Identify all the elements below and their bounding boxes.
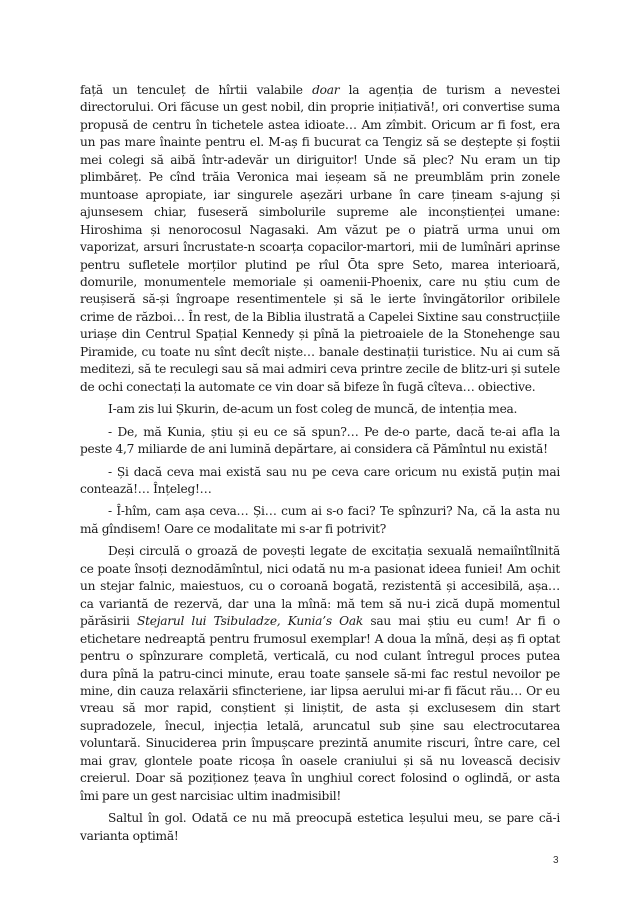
text-run: Deși circulă o groază de povești legate de excitația sexuală nemaiîntîlnită ce poate însoți deznodămîntul, nici odată nu m-a pasionat ideea funiei! Am ochit un stejar falnic, maiestuos, cu o coroană bogată, rezistentă și accesibilă, așa… ca variantă de rezervă, dar una la mînă: mă tem să nu-i zică după momentul părăsirii bbox=[80, 544, 560, 629]
text-run: I-am zis lui Șkurin, de-acum un fost coleg de muncă, de intenția mea. bbox=[108, 402, 518, 417]
text-run: - Și dacă ceva mai există sau nu pe ceva care oricum nu există puțin mai contează!… Înțeleg!… bbox=[80, 464, 560, 496]
paragraph bbox=[80, 82, 560, 396]
body-text bbox=[80, 82, 560, 850]
paragraph bbox=[80, 543, 560, 805]
text-run: sau mai știu eu cum! Ar fi o etichetare nedreaptă pentru frumosul exemplar! A doua la mînă, deși aș fi optat pentru o spînzurare completă, verticală, cu nod culant întregul proces putea dura pînă la patru-cinci minute, erau toate șansele să-mi fac restul nevoilor pe mine, din cauza relaxării sfincteriene, iar lipsa aerului mi-ar fi făcut rău… Or eu vreau să mor rapid, conștient și liniștit, de asta și exclusesem din start supradozele, înecul, injecția letală, aruncatul sub șine sau electrocutarea voluntară. Sinuciderea prin împușcare prezintă anumite riscuri, între care, cel mai grav, glontele poate ricoșa în oasele craniului și să nu lovească decisiv creierul. Doar să poziționez țeava în unghiul corect folosind o oglindă, or asta îmi pare un gest narcisiac ultim inadmisibil! bbox=[80, 614, 560, 803]
text-run: la agenția de turism a nevestei directorului. Ori făcuse un gest nobil, din proprie inițiativă!, ori convertise suma propusă de centru în tichetele astea idioate… Am zîmbit. Oricum ar fi fost, era un pas mare înainte pentru el. M-aș fi bucurat ca Tengiz să se deștepte și foștii mei colegi să aibă într-adevăr un diriguitor! Unde să plec? Nu eram un tip plimbăreț. Pe cînd trăia Veronica mai ieșeam să ne preumblăm prin zonele muntoase apropiate, iar singurele așezări urbane în care țineam s-ajung și ajunsesem chiar, fuseseră simbolurile supreme ale inconștienței umane: Hiroshima și nenorocosul Nagasaki. Am văzut pe o piatră urma unui om vaporizat, arsuri încrustate-n scoarța copacilor-martori, mii de lumînări aprinse pentru sufletele morților plutind pe rîul Ōta spre Seto, marea interioară, domurile, monumentele memoriale și oamenii-Phoenix, care nu știu cum de reușiseră să-și îngroape resentimentele și să le ierte învingătorilor oribilele crime de război… În rest, de la Biblia ilustrată a Capelei Sixtine sau construcțiile uriașe din Centrul Spațial Kennedy și pînă la pietroaiele de la Stonehenge sau Piramide, cu toate nu sînt decît niște… banale destinații turistice. Nu ai cum să meditezi, să te reculegi sau să mai admiri ceva printre zecile de blitz-uri și sutele de ochi conectați la automate ce vin doar să bifeze în fugă cîteva… obiective. bbox=[80, 83, 561, 394]
paragraph bbox=[80, 424, 560, 459]
text-run: - Î-hîm, cam așa ceva… Și… cum ai s-o faci? Te spînzuri? Na, că la asta nu mă gîndisem! Oare ce modalitate mi s-ar fi potrivit? bbox=[80, 504, 560, 536]
paragraph bbox=[80, 401, 560, 418]
italic-text: Stejarul lui Tsibuladze, Kunia’s Oak bbox=[137, 614, 364, 629]
paragraph bbox=[80, 464, 560, 499]
paragraph bbox=[80, 810, 560, 845]
text-run: Saltul în gol. Odată ce nu mă preocupă estetica leșului meu, se pare că-i varianta optimă! bbox=[80, 811, 560, 843]
italic-text: doar bbox=[312, 83, 340, 97]
text-run: - De, mă Kunia, știu și eu ce să spun?… Pe de-o parte, dacă te-ai afla la peste 4,7 miliarde de ani lumină depărtare, ai considera că Pămîntul nu există! bbox=[80, 424, 560, 457]
page-number: 3 bbox=[553, 855, 559, 866]
text-run: față un tenculeț de hîrtii valabile bbox=[80, 83, 313, 97]
paragraph bbox=[80, 503, 560, 538]
